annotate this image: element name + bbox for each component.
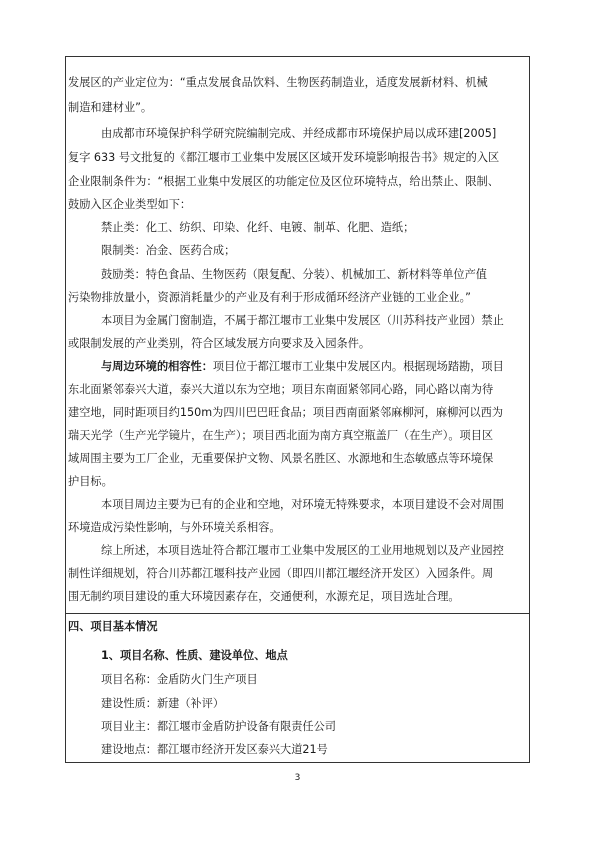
- section-heading: 四、项目基本情况: [68, 620, 158, 633]
- paragraph-line: 本项目周边主要为已有的企业和空地，对环境无特殊要求，本项目建设不会对周围: [101, 498, 504, 511]
- paragraph-line: 限制类：冶金、医药合成；: [101, 244, 236, 257]
- project-name-row: [101, 673, 258, 687]
- paragraph-line: 鼓励入区企业类型如下：: [68, 198, 192, 211]
- construction-nature-label: 建设性质：: [101, 697, 157, 710]
- paragraph-line: 由成都市环境保护科学研究院编制完成、并经成都市环境保护局以成环建[2005]: [101, 127, 497, 140]
- paragraph-line: 企业限制条件为：“根据工业集中发展区的功能定位及区位环境特点，给出禁止、限制、: [68, 175, 499, 188]
- paragraph-line: 本项目为金属门窗制造，不属于都江堰市工业集中发展区（川苏科技产业园）禁止: [101, 314, 504, 327]
- subsection-heading: 1、项目名称、性质、建设单位、地点: [101, 649, 288, 662]
- paragraph-line: 护目标。: [68, 475, 113, 488]
- paragraph-line: 综上所述，本项目选址符合都江堰市工业集中发展区的工业用地规划以及产业园控: [101, 544, 504, 557]
- paragraph-line: 鼓励类：特色食品、生物医药（限复配、分装）、机械加工、新材料等单位产值: [101, 268, 487, 281]
- construction-site-label: 建设地点：: [101, 743, 157, 756]
- paragraph-line: 禁止类：化工、纺织、印染、化纤、电镀、制革、化肥、造纸；: [101, 221, 415, 234]
- paragraph-line: 瑞天光学（生产光学镜片，在生产）；项目西北面为南方真空瓶盖厂（在生产）。项目区: [68, 429, 494, 442]
- construction-site-value: 都江堰市经济开发区泰兴大道21号: [156, 743, 328, 756]
- construction-nature-row: [101, 697, 224, 711]
- surroundings-line: [101, 360, 504, 374]
- construction-site-row: [101, 743, 328, 757]
- paragraph-line: 东北面紧邻泰兴大道，泰兴大道以东为空地；项目东南面紧邻同心路，同心路以南为待: [68, 383, 494, 396]
- paragraph-line: 域周围主要为工厂企业，无重要保护文物、风景名胜区、水源地和生态敏感点等环境保: [68, 452, 494, 465]
- construction-nature-value: 新建（补评）: [156, 697, 225, 710]
- paragraph-line: 发展区的产业定位为：“重点发展食品饮料、生物医药制造业，适度发展新材料、机械: [68, 76, 488, 89]
- paragraph-line: 建空地，同时距项目约150m为四川巴巴旺食品；项目西南面紧邻麻柳河，麻柳河以西为: [68, 406, 504, 419]
- paragraph-line: 围无制约项目建设的重大环境因素存在，交通便利，水源充足，项目选址合理。: [68, 590, 460, 603]
- paragraph-line: 制性详细规划，符合川苏都江堰科技产业园（即四川都江堰经济开发区）入园条件。周: [68, 567, 494, 580]
- paragraph-line: 复字 633 号文批复的《都江堰市工业集中发展区区域开发环境影响报告书》规定的入区: [68, 151, 500, 164]
- paragraph-line: 环境造成污染性影响，与外环境关系相容。: [68, 521, 281, 534]
- paragraph-line: 污染物排放量小，资源消耗量少的产业及有利于形成循环经济产业链的工业企业。”: [68, 291, 471, 304]
- project-name-value: 金盾防火门生产项目: [156, 673, 258, 686]
- surroundings-text: 项目位于都江堰市工业集中发展区内。根据现场踏勘，项目: [212, 360, 504, 373]
- project-owner-label: 项目业主：: [101, 720, 157, 733]
- paragraph-line: 制造和建材业”。: [68, 101, 153, 114]
- project-name-label: 项目名称：: [101, 673, 157, 686]
- project-owner-value: 都江堰市金盾防护设备有限责任公司: [156, 720, 336, 733]
- project-owner-row: [101, 720, 336, 734]
- section-divider: [65, 613, 530, 614]
- paragraph-line: 或限制发展的产业类别，符合区域发展方向要求及入园条件。: [68, 337, 371, 350]
- surroundings-heading: 与周边环境的相容性：: [101, 360, 213, 373]
- page-number: 3: [294, 773, 301, 783]
